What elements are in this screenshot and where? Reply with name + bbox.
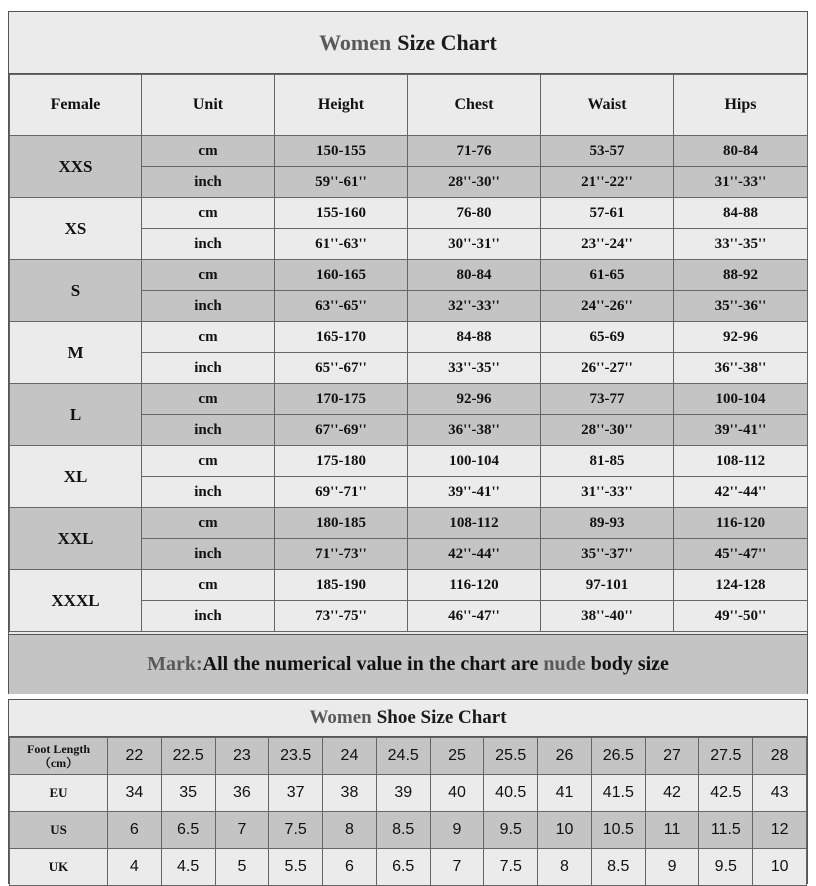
size-label: M <box>10 322 142 384</box>
measure-cell: 175-180 <box>275 446 408 477</box>
header-female: Female <box>10 75 142 136</box>
foot-length-cell: 22.5 <box>161 738 215 775</box>
foot-length-cell: 28 <box>753 738 807 775</box>
measure-cell: 108-112 <box>408 508 541 539</box>
measure-cell: 84-88 <box>674 198 808 229</box>
measure-cell: 33''-35'' <box>674 229 808 260</box>
size-table-header-row <box>10 75 808 136</box>
unit-cell: inch <box>142 353 275 384</box>
shoe-row-eu <box>10 775 807 812</box>
measure-cell: 108-112 <box>674 446 808 477</box>
shoe-size-cell: 5 <box>215 849 269 886</box>
measure-cell: 97-101 <box>541 570 674 601</box>
shoe-size-cell: 7 <box>430 849 484 886</box>
header-unit: Unit <box>142 75 275 136</box>
measure-cell: 39''-41'' <box>674 415 808 446</box>
shoe-size-cell: 37 <box>269 775 323 812</box>
foot-length-cell: 23.5 <box>269 738 323 775</box>
shoe-row-us <box>10 812 807 849</box>
shoe-size-cell: 40.5 <box>484 775 538 812</box>
foot-length-cell: 23 <box>215 738 269 775</box>
shoe-size-cell: 42.5 <box>699 775 753 812</box>
measure-cell: 71-76 <box>408 136 541 167</box>
measure-cell: 92-96 <box>674 322 808 353</box>
size-row-cm <box>10 508 808 539</box>
measure-cell: 89-93 <box>541 508 674 539</box>
measure-cell: 57-61 <box>541 198 674 229</box>
shoe-size-cell: 10 <box>753 849 807 886</box>
note-label: Mark: <box>147 653 203 675</box>
shoe-size-cell: 11.5 <box>699 812 753 849</box>
shoe-size-cell: 11 <box>645 812 699 849</box>
shoe-row-foot-length <box>10 738 807 775</box>
size-row-cm <box>10 446 808 477</box>
header-chest: Chest <box>408 75 541 136</box>
measure-cell: 116-120 <box>408 570 541 601</box>
shoe-size-cell: 8 <box>538 849 592 886</box>
unit-cell: inch <box>142 601 275 632</box>
size-chart-title <box>9 12 807 74</box>
shoe-size-cell: 39 <box>376 775 430 812</box>
measure-cell: 155-160 <box>275 198 408 229</box>
shoe-size-cell: 6 <box>323 849 377 886</box>
shoe-size-cell: 40 <box>430 775 484 812</box>
shoe-row-label: UK <box>10 849 108 886</box>
measure-cell: 53-57 <box>541 136 674 167</box>
measure-cell: 92-96 <box>408 384 541 415</box>
unit-cell: cm <box>142 198 275 229</box>
measure-cell: 24''-26'' <box>541 291 674 322</box>
measure-cell: 45''-47'' <box>674 539 808 570</box>
size-label: XXL <box>10 508 142 570</box>
shoe-size-cell: 9.5 <box>699 849 753 886</box>
measure-cell: 38''-40'' <box>541 601 674 632</box>
foot-length-cell: 22 <box>108 738 162 775</box>
measure-cell: 67''-69'' <box>275 415 408 446</box>
shoe-size-cell: 34 <box>108 775 162 812</box>
unit-cell: cm <box>142 570 275 601</box>
shoe-size-cell: 38 <box>323 775 377 812</box>
size-label: XXS <box>10 136 142 198</box>
size-label: XS <box>10 198 142 260</box>
foot-length-cell: 25.5 <box>484 738 538 775</box>
note-highlight: nude <box>543 653 586 675</box>
unit-cell: cm <box>142 322 275 353</box>
measure-cell: 80-84 <box>674 136 808 167</box>
unit-cell: inch <box>142 477 275 508</box>
shoe-size-cell: 8 <box>323 812 377 849</box>
measure-cell: 36''-38'' <box>408 415 541 446</box>
measure-cell: 100-104 <box>674 384 808 415</box>
shoe-size-cell: 8.5 <box>591 849 645 886</box>
measure-cell: 23''-24'' <box>541 229 674 260</box>
size-table <box>9 74 808 632</box>
shoe-size-cell: 43 <box>753 775 807 812</box>
shoe-size-cell: 4 <box>108 849 162 886</box>
size-label: S <box>10 260 142 322</box>
shoe-chart-title-prefix: Women <box>309 707 372 728</box>
foot-length-label-unit: （cm） <box>38 756 79 770</box>
size-row-cm <box>10 136 808 167</box>
measure-cell: 31''-33'' <box>674 167 808 198</box>
measure-cell: 185-190 <box>275 570 408 601</box>
measure-cell: 160-165 <box>275 260 408 291</box>
size-chart-title-prefix: Women <box>319 29 392 55</box>
measure-cell: 26''-27'' <box>541 353 674 384</box>
measure-cell: 42''-44'' <box>408 539 541 570</box>
unit-cell: inch <box>142 415 275 446</box>
shoe-size-cell: 8.5 <box>376 812 430 849</box>
measure-cell: 59''-61'' <box>275 167 408 198</box>
measure-cell: 80-84 <box>408 260 541 291</box>
measure-cell: 65''-67'' <box>275 353 408 384</box>
measure-cell: 84-88 <box>408 322 541 353</box>
shoe-size-cell: 10 <box>538 812 592 849</box>
measure-cell: 61''-63'' <box>275 229 408 260</box>
unit-cell: cm <box>142 260 275 291</box>
measure-cell: 49''-50'' <box>674 601 808 632</box>
note-text-a: All the numerical value in the chart are <box>202 653 544 675</box>
shoe-table <box>9 737 807 886</box>
nude-size-note <box>9 634 807 694</box>
unit-cell: cm <box>142 508 275 539</box>
header-height: Height <box>275 75 408 136</box>
shoe-size-cell: 7 <box>215 812 269 849</box>
measure-cell: 88-92 <box>674 260 808 291</box>
size-label: L <box>10 384 142 446</box>
measure-cell: 150-155 <box>275 136 408 167</box>
measure-cell: 39''-41'' <box>408 477 541 508</box>
foot-length-cell: 26.5 <box>591 738 645 775</box>
shoe-size-cell: 36 <box>215 775 269 812</box>
shoe-size-cell: 42 <box>645 775 699 812</box>
size-row-cm <box>10 198 808 229</box>
unit-cell: cm <box>142 384 275 415</box>
measure-cell: 21''-22'' <box>541 167 674 198</box>
foot-length-label-line1: Foot Length <box>27 742 90 756</box>
measure-cell: 28''-30'' <box>408 167 541 198</box>
foot-length-label <box>10 738 108 775</box>
shoe-size-cell: 9 <box>430 812 484 849</box>
shoe-size-cell: 6 <box>108 812 162 849</box>
measure-cell: 69''-71'' <box>275 477 408 508</box>
unit-cell: inch <box>142 539 275 570</box>
shoe-table-body <box>10 738 807 886</box>
note-text-b: body size <box>585 653 669 675</box>
measure-cell: 73-77 <box>541 384 674 415</box>
size-label: XXXL <box>10 570 142 632</box>
shoe-row-label: US <box>10 812 108 849</box>
measure-cell: 116-120 <box>674 508 808 539</box>
measure-cell: 42''-44'' <box>674 477 808 508</box>
shoe-size-cell: 12 <box>753 812 807 849</box>
measure-cell: 28''-30'' <box>541 415 674 446</box>
measure-cell: 35''-36'' <box>674 291 808 322</box>
measure-cell: 35''-37'' <box>541 539 674 570</box>
measure-cell: 63''-65'' <box>275 291 408 322</box>
shoe-size-cell: 41.5 <box>591 775 645 812</box>
shoe-size-cell: 9.5 <box>484 812 538 849</box>
foot-length-cell: 27 <box>645 738 699 775</box>
shoe-size-cell: 10.5 <box>591 812 645 849</box>
measure-cell: 124-128 <box>674 570 808 601</box>
measure-cell: 31''-33'' <box>541 477 674 508</box>
shoe-chart-title-rest: Shoe Size Chart <box>376 707 507 728</box>
shoe-row-label: EU <box>10 775 108 812</box>
header-waist: Waist <box>541 75 674 136</box>
foot-length-cell: 27.5 <box>699 738 753 775</box>
measure-cell: 165-170 <box>275 322 408 353</box>
measure-cell: 100-104 <box>408 446 541 477</box>
foot-length-cell: 26 <box>538 738 592 775</box>
shoe-size-cell: 7.5 <box>269 812 323 849</box>
unit-cell: cm <box>142 136 275 167</box>
shoe-row-uk <box>10 849 807 886</box>
women-size-chart <box>8 11 808 694</box>
shoe-size-cell: 6.5 <box>161 812 215 849</box>
unit-cell: cm <box>142 446 275 477</box>
measure-cell: 73''-75'' <box>275 601 408 632</box>
measure-cell: 81-85 <box>541 446 674 477</box>
unit-cell: inch <box>142 167 275 198</box>
unit-cell: inch <box>142 229 275 260</box>
measure-cell: 46''-47'' <box>408 601 541 632</box>
measure-cell: 36''-38'' <box>674 353 808 384</box>
shoe-size-cell: 41 <box>538 775 592 812</box>
size-chart-title-rest: Size Chart <box>397 29 497 55</box>
size-label: XL <box>10 446 142 508</box>
measure-cell: 30''-31'' <box>408 229 541 260</box>
unit-cell: inch <box>142 291 275 322</box>
size-row-cm <box>10 570 808 601</box>
shoe-size-cell: 5.5 <box>269 849 323 886</box>
shoe-size-cell: 7.5 <box>484 849 538 886</box>
size-row-cm <box>10 260 808 291</box>
measure-cell: 65-69 <box>541 322 674 353</box>
shoe-size-cell: 6.5 <box>376 849 430 886</box>
shoe-size-cell: 35 <box>161 775 215 812</box>
header-hips: Hips <box>674 75 808 136</box>
measure-cell: 32''-33'' <box>408 291 541 322</box>
measure-cell: 71''-73'' <box>275 539 408 570</box>
measure-cell: 33''-35'' <box>408 353 541 384</box>
measure-cell: 61-65 <box>541 260 674 291</box>
measure-cell: 170-175 <box>275 384 408 415</box>
foot-length-cell: 24 <box>323 738 377 775</box>
shoe-chart-title <box>9 700 807 737</box>
shoe-size-cell: 9 <box>645 849 699 886</box>
size-row-cm <box>10 384 808 415</box>
foot-length-cell: 24.5 <box>376 738 430 775</box>
measure-cell: 76-80 <box>408 198 541 229</box>
women-shoe-size-chart <box>8 699 808 884</box>
size-row-cm <box>10 322 808 353</box>
foot-length-cell: 25 <box>430 738 484 775</box>
size-table-body <box>10 136 808 632</box>
shoe-size-cell: 4.5 <box>161 849 215 886</box>
measure-cell: 180-185 <box>275 508 408 539</box>
